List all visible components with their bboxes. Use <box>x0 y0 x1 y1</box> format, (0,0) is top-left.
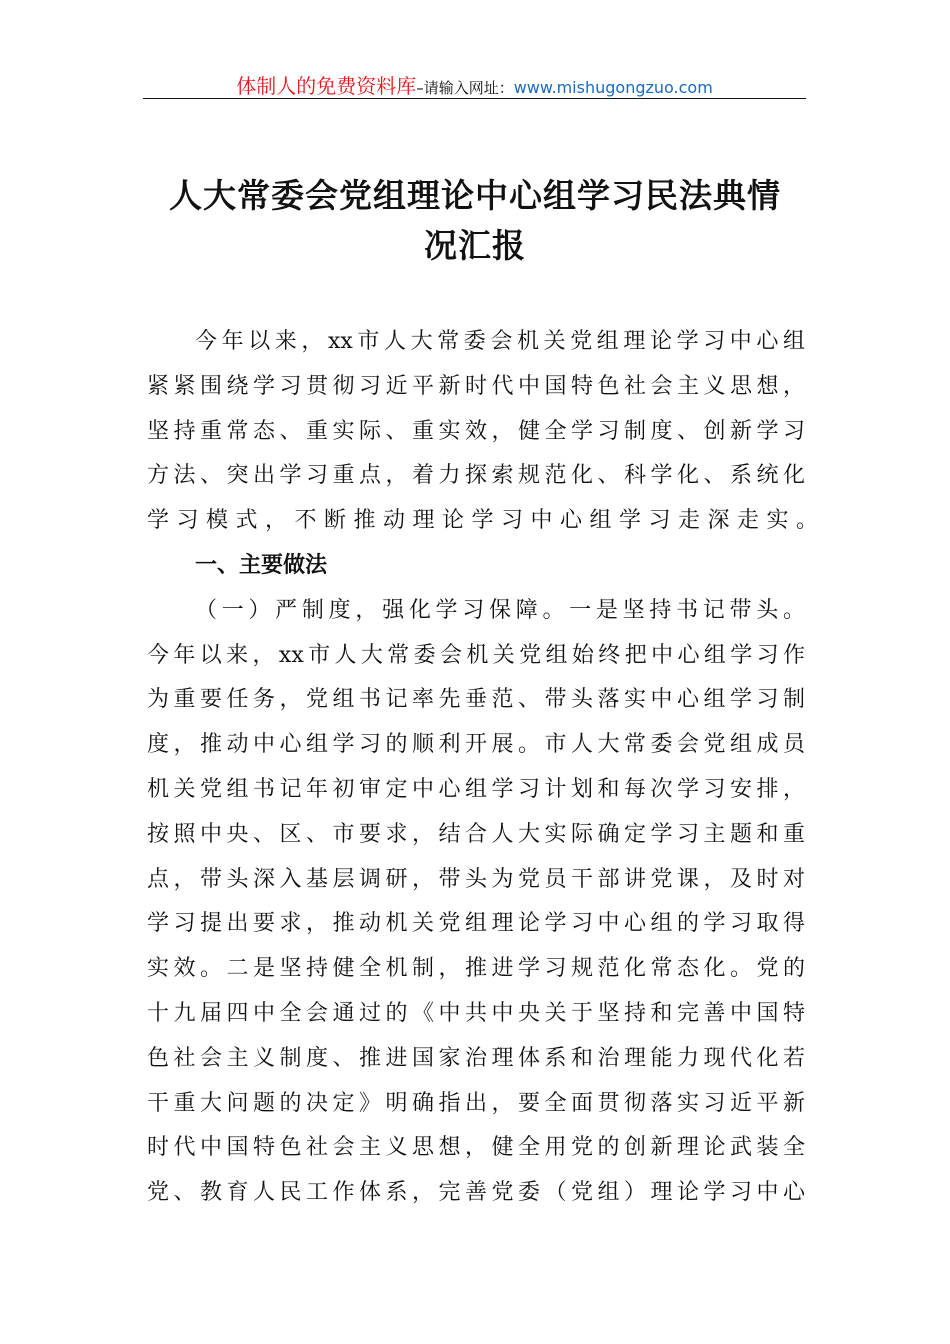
paragraph-line: 实效。二是坚持健全机制，推进学习规范化常态化。党的 <box>147 956 805 982</box>
paragraph-line: 方法、突出学习重点，着力探索规范化、科学化、系统化 <box>147 463 805 489</box>
paragraph-line: 学习提出要求，推动机关党组理论学习中心组的学习取得 <box>147 911 805 937</box>
paragraph-line: 坚持重常态、重实际、重实效，健全学习制度、创新学习 <box>147 418 805 444</box>
paragraph-line: 点，带头深入基层调研，带头为党员干部讲党课，及时对 <box>147 866 805 892</box>
paragraph-line: 党、教育人民工作体系，完善党委（党组）理论学习中心 <box>147 1180 805 1206</box>
paragraph-line: 紧紧围绕学习贯彻习近平新时代中国特色社会主义思想， <box>147 373 805 399</box>
paragraph-line: 机关党组书记年初审定中心组学习计划和每次学习安排， <box>147 777 805 802</box>
paragraph-line: 为重要任务，党组书记率先垂范、带头落实中心组学习制 <box>147 687 805 713</box>
document-title-line-2: 况汇报 <box>424 226 526 265</box>
paragraph-line: 十九届四中全会通过的《中共中央关于坚持和完善中国特 <box>147 1001 805 1026</box>
header-brand: 体制人的免费资料库 <box>236 74 417 98</box>
paragraph-line: 按照中央、区、市要求，结合人大实际确定学习主题和重 <box>147 821 805 847</box>
section-heading: 一、主要做法 <box>195 553 328 578</box>
page-header <box>143 70 806 99</box>
document-title-line-1: 人大常委会党组理论中心组学习民法典情 <box>169 176 781 215</box>
paragraph-line: 今年以来，xx市人大常委会机关党组理论学习中心组 <box>195 329 805 354</box>
paragraph-line: 学习模式，不断推动理论学习中心组学习走深走实。 <box>147 508 826 534</box>
paragraph-line: 时代中国特色社会主义思想，健全用党的创新理论武装全 <box>147 1135 805 1161</box>
header-divider <box>143 98 806 99</box>
header-prompt: –请输入网址： <box>416 79 514 97</box>
paragraph-line: 今年以来，xx市人大常委会机关党组始终把中心组学习作 <box>147 642 805 668</box>
paragraph-line: 干重大问题的决定》明确指出，要全面贯彻落实习近平新 <box>147 1090 805 1116</box>
paragraph-line: （一）严制度，强化学习保障。一是坚持书记带头。 <box>195 597 805 623</box>
paragraph-line: 度，推动中心组学习的顺利开展。市人大常委会党组成员 <box>147 732 805 758</box>
header-url-link[interactable]: www.mishugongzuo.com <box>513 78 713 97</box>
paragraph-line: 色社会主义制度、推进国家治理体系和治理能力现代化若 <box>147 1045 805 1071</box>
